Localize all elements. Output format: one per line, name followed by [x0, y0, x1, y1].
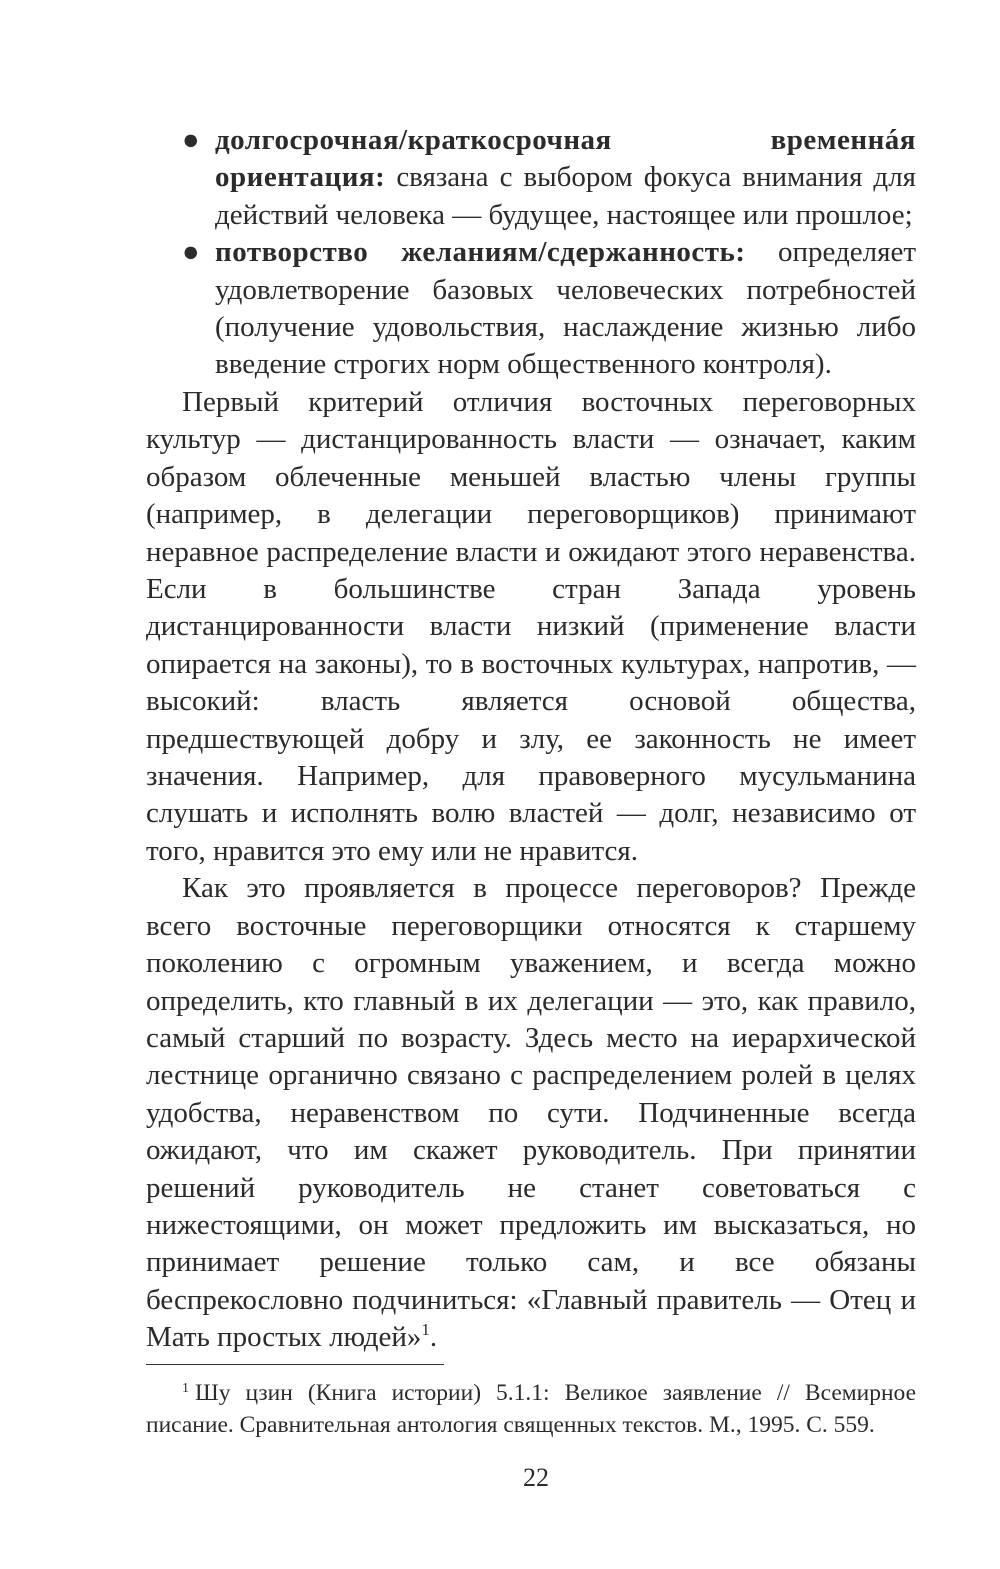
bullet-term: долгосрочная/краткосрочная временнáя ориентация: [215, 124, 916, 194]
bullet-text: определяет удовлетворение базовых человеческих потребностей (получение удовольствия, наслаждение жизнью либо введение строгих норм общественного контроля). [215, 236, 916, 381]
bullet-term: потворство желаниям/сдержанность: [215, 236, 746, 269]
body-text [146, 384, 916, 1357]
paragraph-text: Первый критерий отличия восточных переговорных культур — дистанцированность власти — означает, каким образом облеченные меньшей властью члены группы (например, в делегации переговорщиков) принимают неравное распределение власти и ожидают этого неравенства. Если в большинстве стран Запада уровень дистанцированности власти низкий (применение власти опирается на законы), то в восточных культурах, напротив, — высокий: власть является основой общества, предшествующей добру и злу, ее законность не имеет значения. Например, для правоверного мусульманина слушать и исполнять волю властей — долг, независимо от того, нравится это ему или не нравится. [146, 386, 916, 867]
page-number: 22 [523, 1463, 549, 1492]
footnote-mark: 1 [182, 1381, 189, 1396]
footnote-text: Шу цзин (Книга истории) 5.1.1: Великое заявление // Всемирное писание. Сравнительная антология священных текстов. М., 1995. С. 559. [146, 1380, 916, 1438]
bullet-text: связана с выбором фокуса внимания для действий человека — будущее, настоящее или прошлое; [215, 161, 916, 231]
paragraph: Как это проявляется в процессе переговоров? Прежде всего восточные переговорщики относятся к старшему поколению с огромным уважением, и всегда можно определить, кто главный в их делегации — это, как правило, самый старший по возрасту. Здесь место на иерархической лестнице органично связано с распределением ролей в целях удобства, неравенством по сути. Подчиненные всегда ожидают, что им скажет руководитель. При принятии решений руководитель не станет советоваться с нижестоящими, он может предложить им высказаться, но принимает решение только сам, и все обязаны беспрекословно подчиниться: «Главный правитель — Отец и Мать простых людей»$^1$. [146, 872, 916, 1354]
paragraph [146, 384, 916, 870]
bullet-icon: ● [182, 236, 200, 269]
bullet-item [181, 122, 916, 234]
bullet-icon: ● [182, 124, 200, 156]
footnote-divider [146, 1364, 444, 1365]
footnote-reference: 1 [421, 1320, 430, 1340]
paragraph-text: Как это проявляется в процессе переговоров? Прежде всего восточные переговорщики относятся к старшему поколению с огромным уважением, и всегда можно определить, кто главный в их делегации — это, как правило, самый старший по возрасту. Здесь место на иерархической лестнице органично связано с распределением ролей в целях удобства, неравенством по сути. Подчиненные всегда ожидают, что им скажет руководитель. При принятии решений руководитель не станет советоваться с нижестоящими, он может предложить им высказаться, но принимает решение только сам, и все обязаны беспрекословно подчиниться: «Главный правитель — Отец и Мать простых людей» [146, 872, 916, 1354]
bullet-item [181, 234, 916, 384]
footnote [146, 1378, 916, 1441]
bullet-list [181, 122, 916, 384]
